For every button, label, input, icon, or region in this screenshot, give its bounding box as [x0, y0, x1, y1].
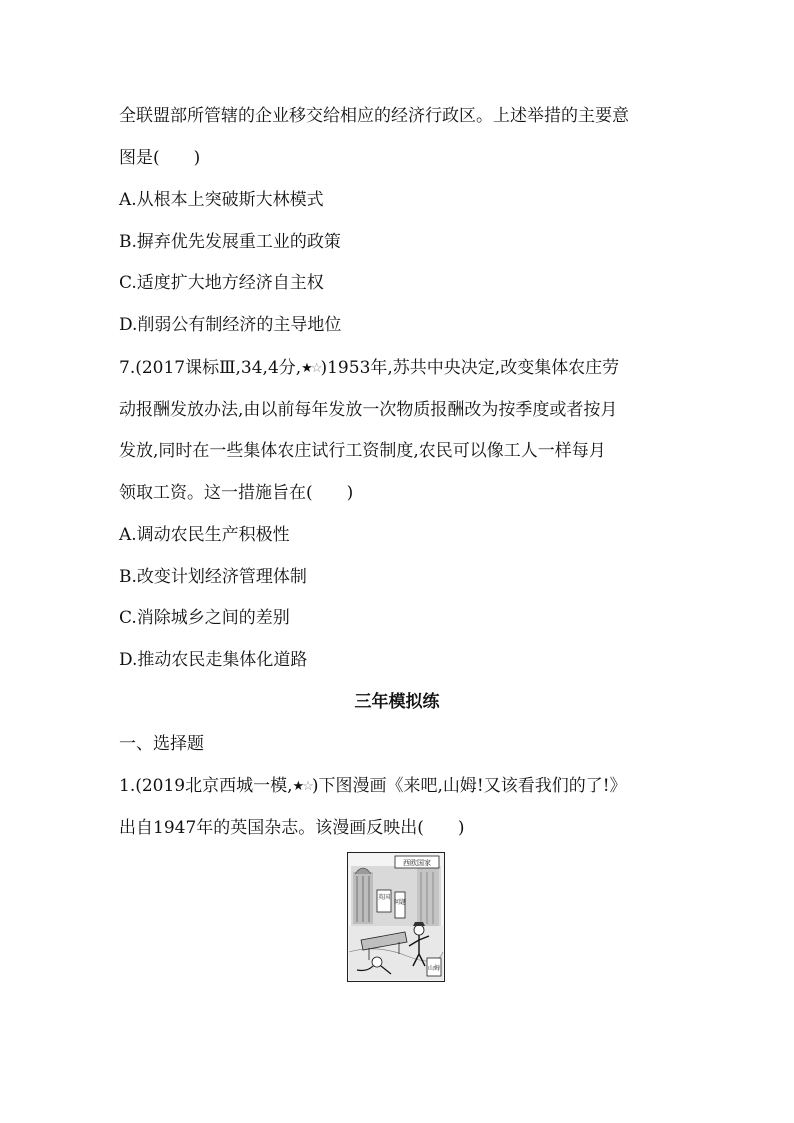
q6-option-a: A.从根本上突破斯大林模式	[119, 190, 324, 210]
q6-option-b: B.摒弃优先发展重工业的政策	[119, 232, 341, 252]
q7-stem-line-4: 领取工资。这一措施旨在( )	[119, 483, 354, 503]
q7-stem-line-2: 动报酬发放办法,由以前每年发放一次物质报酬改为按季度或者按月	[119, 400, 618, 420]
difficulty-star-hollow-icon: ☆	[310, 361, 321, 376]
q7-stem-text: )1953年,苏共中央决定,改变集体农庄劳	[320, 358, 620, 378]
q7-source: 7.(2017课标Ⅲ,34,4分,	[119, 358, 302, 378]
q7-option-b: B.改变计划经济管理体制	[119, 567, 307, 587]
q7-option-c: C.消除城乡之间的差别	[119, 608, 290, 628]
cartoon-label-left: 英国	[377, 894, 391, 901]
q7-option-d: D.推动农民走集体化道路	[119, 650, 308, 670]
section-title: 三年模拟练	[354, 692, 440, 712]
q7-option-a: A.调动农民生产积极性	[119, 525, 290, 545]
q6-stem-line-2: 图是( )	[119, 148, 201, 168]
q1-stem-text: )下图漫画《来吧,山姆!又该看我们的了!》	[311, 776, 627, 796]
q6-stem-line-1: 全联盟部所管辖的企业移交给相应的经济行政区。上述举措的主要意	[119, 106, 629, 126]
cartoon-label-right: 问题	[393, 899, 407, 906]
q6-option-d: D.削弱公有制经济的主导地位	[119, 315, 342, 335]
q7-stem-line-3: 发放,同时在一些集体农庄试行工资制度,农民可以像工人一样每月	[119, 441, 606, 461]
q6-option-c: C.适度扩大地方经济自主权	[119, 273, 324, 293]
q1-stem-line-2: 出自1947年的英国杂志。该漫画反映出( )	[119, 818, 465, 838]
difficulty-star-hollow-icon: ☆	[302, 779, 312, 794]
cartoon-image	[347, 852, 445, 982]
q1-source: 1.(2019北京西城一模,	[119, 776, 293, 796]
difficulty-star-filled-icon: ★	[292, 779, 303, 794]
q7-stem-line-1	[119, 356, 619, 381]
section-subtitle: 一、选择题	[119, 734, 204, 754]
cartoon-label-bottom: 山姆	[427, 965, 441, 972]
q1-stem-line-1	[119, 774, 627, 799]
difficulty-star-filled-icon: ★	[301, 361, 311, 376]
cartoon-sign-top: 西欧国家	[403, 859, 431, 867]
